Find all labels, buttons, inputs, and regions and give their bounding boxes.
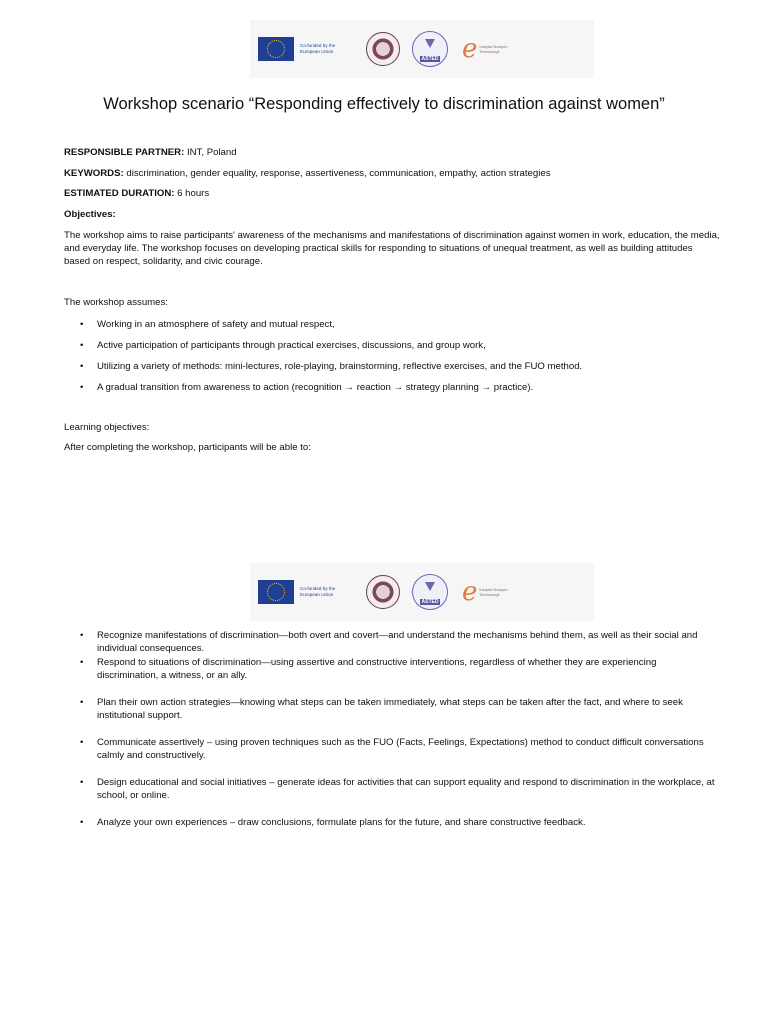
asted-label: ASTED: [421, 56, 439, 62]
int-e-icon: e: [462, 577, 478, 607]
eu-cofunded-text: Co-funded by the European Union: [300, 586, 336, 597]
partner-value: INT, Poland: [186, 147, 237, 158]
assumes-list: [64, 318, 720, 394]
eu-logo: [258, 580, 354, 604]
int-logo-text: Instytut Nowych Technologii: [479, 587, 508, 597]
list-item: • Recognize manifestations of discrimination—both overt and covert—and understand the mechanisms behind them, as well as their social and individual consequences.: [64, 629, 720, 655]
after-completing-text: After completing the workshop, participants will be able to:: [64, 442, 311, 453]
estimated-duration: [64, 187, 720, 200]
header-logos-page-2: [250, 563, 594, 621]
responsible-partner: [64, 146, 720, 159]
list-item: • Communicate assertively – using proven techniques such as the FUO (Facts, Feelings, Expectations) method to conduct difficult conversations calmly and constructively.: [64, 736, 720, 762]
objectives-heading: Objectives:: [64, 209, 116, 220]
duration-label: ESTIMATED DURATION:: [64, 188, 175, 199]
learning-objectives-heading: Learning objectives:: [64, 422, 150, 433]
eu-cofunded-text: Co-funded by the European Union: [300, 43, 336, 54]
int-logo-text: Instytut Nowych Technologii: [479, 44, 508, 54]
partner-label: RESPONSIBLE PARTNER:: [64, 147, 185, 158]
assumes-heading: The workshop assumes:: [64, 297, 168, 308]
list-item: • Utilizing a variety of methods: mini-lectures, role-playing, brainstorming, reflective exercises, and the FUO method.: [64, 360, 720, 373]
list-item: • Design educational and social initiatives – generate ideas for activities that can support equality and respond to discrimination in the workplace, at school, or online.: [64, 776, 720, 802]
int-logo: [462, 579, 519, 605]
asted-logo-icon: [412, 574, 448, 610]
seal-logo-icon: [366, 575, 400, 609]
page-title: Workshop scenario “Responding effectively to discrimination against women”: [103, 95, 665, 113]
outcomes-list: [64, 629, 720, 829]
eu-flag-icon: [258, 580, 294, 604]
int-e-icon: e: [462, 34, 478, 64]
asted-logo-icon: [412, 31, 448, 67]
list-item: • Plan their own action strategies—knowing what steps can be taken immediately, what steps can be taken after the fact, and where to seek institutional support.: [64, 696, 720, 722]
keywords-value: discrimination, gender equality, response, assertiveness, communication, empathy, action strategies: [126, 168, 551, 179]
eu-flag-icon: [258, 37, 294, 61]
list-item: • Analyze your own experiences – draw conclusions, formulate plans for the future, and share constructive feedback.: [64, 816, 720, 829]
keywords: [64, 167, 720, 180]
keywords-label: KEYWORDS:: [64, 168, 124, 179]
list-item: • Respond to situations of discrimination—using assertive and constructive interventions, regardless of whether they are experiencing discrimination, a witness, or an ally.: [64, 656, 720, 682]
list-item: • Active participation of participants through practical exercises, discussions, and group work,: [64, 339, 720, 352]
intro-paragraph: The workshop aims to raise participants' awareness of the mechanisms and manifestations of discrimination against women in work, education, the media, and everyday life. The workshop focuses on developing practical skills for responding to situations of unequal treatment, as well as building attitudes based on respect, solidarity, and civic courage.: [64, 230, 720, 267]
int-logo: [462, 36, 519, 62]
seal-logo-icon: [366, 32, 400, 66]
eu-logo: [258, 37, 354, 61]
duration-value: 6 hours: [177, 188, 210, 199]
asted-label: ASTED: [421, 599, 439, 605]
list-item: • Working in an atmosphere of safety and mutual respect,: [64, 318, 720, 331]
list-item: • A gradual transition from awareness to action (recognition → reaction → strategy planning → practice).: [64, 381, 720, 394]
header-logos: [250, 20, 594, 78]
